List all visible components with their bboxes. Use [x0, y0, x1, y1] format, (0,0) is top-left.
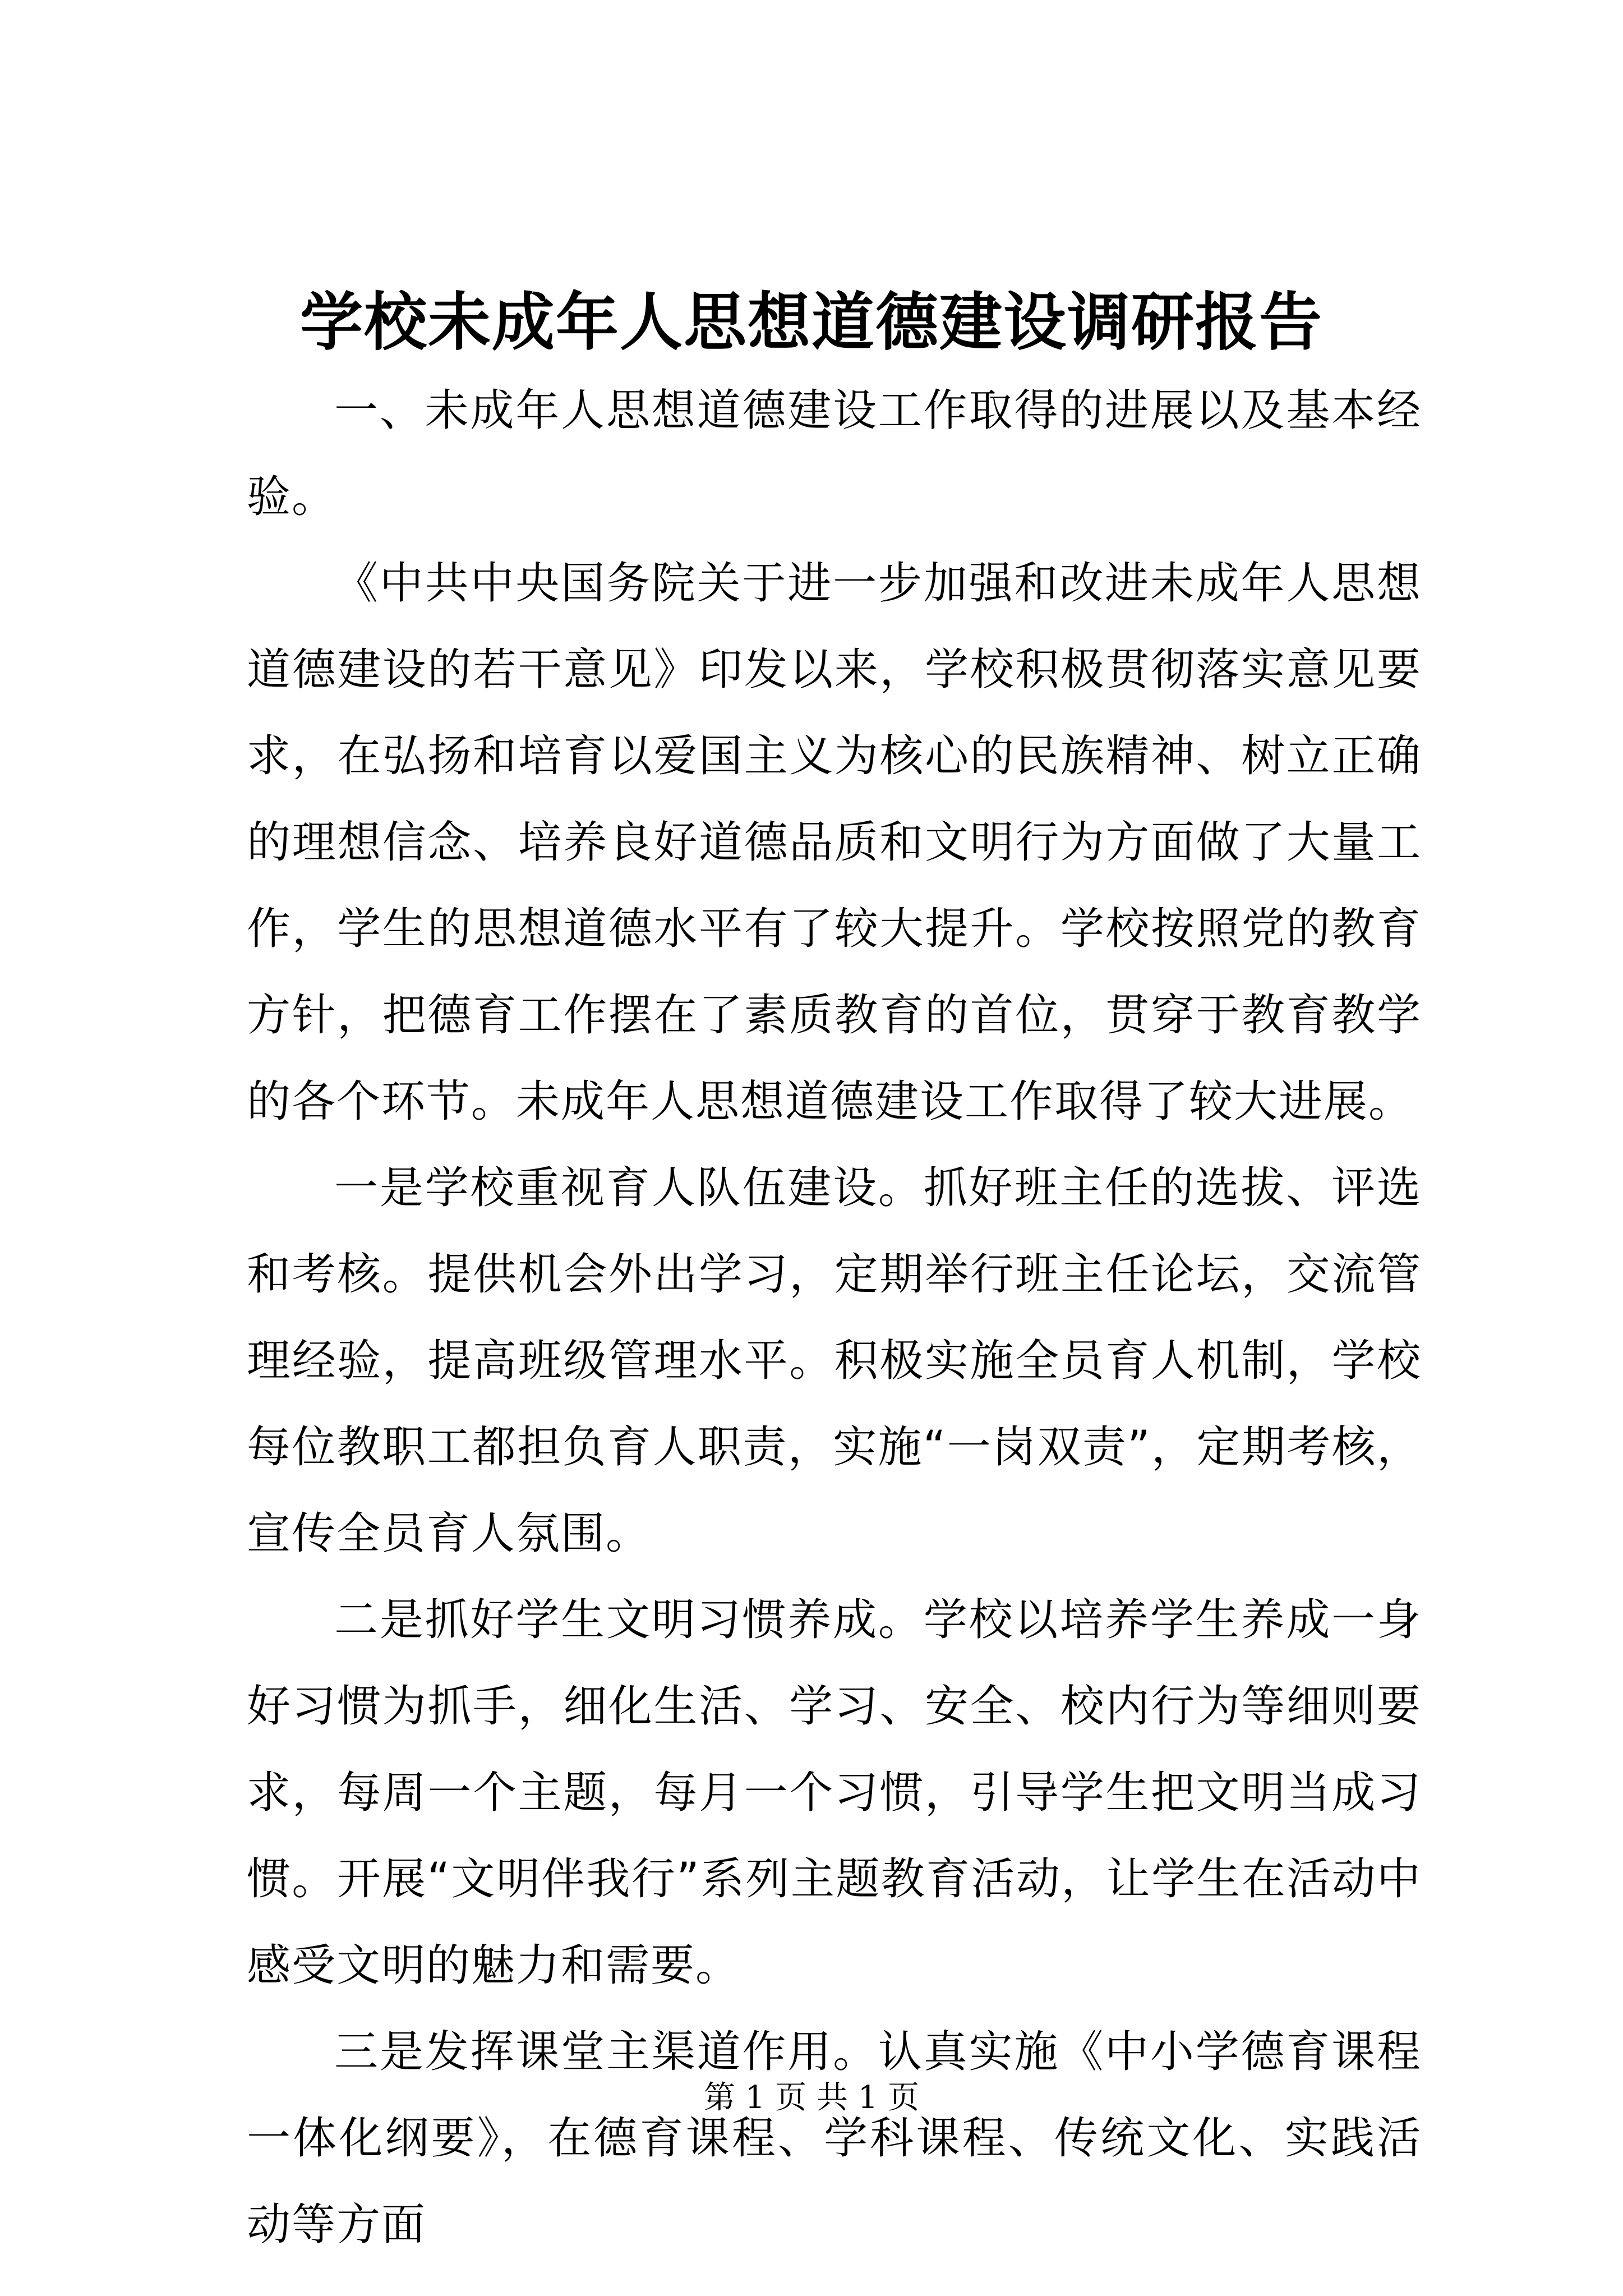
paragraph-point-two: 二是抓好学生文明习惯养成。学校以培养学生养成一身好习惯为抓手，细化生活、学习、安全、校内行为等细则要求，每周一个主题，每月一个习惯，引导学生把文明当成习惯。开展“文明伴我行”系列主题教育活动，让学生在活动中感受文明的魅力和需要。	[247, 1595, 1422, 1991]
paragraph-point-three: 三是发挥课堂主渠道作用。认真实施《中小学德育课程一体化纲要》，在德育课程、学科课程、传统文化、实践活动等方面	[247, 2027, 1422, 2250]
document-body	[247, 367, 1422, 2268]
page-number-footer: 第 1 页 共 1 页	[703, 2079, 920, 2116]
paragraph-intro: 《中共中央国务院关于进一步加强和改进未成年人思想道德建设的若干意见》印发以来，学校积极贯彻落实意见要求，在弘扬和培育以爱国主义为核心的民族精神、树立正确的理想信念、培养良好道德品质和文明行为方面做了大量工作，学生的思想道德水平有了较大提升。学校按照党的教育方针，把德育工作摆在了素质教育的首位，贯穿于教育教学的各个环节。未成年人思想道德建设工作取得了较大进展。	[247, 558, 1422, 1127]
paragraph-section-heading: 一、未成年人思想道德建设工作取得的进展以及基本经验。	[247, 385, 1422, 522]
document-title: 学校未成年人思想道德建设调研报告	[300, 286, 1323, 359]
paragraph-point-one: 一是学校重视育人队伍建设。抓好班主任的选拔、评选和考核。提供机会外出学习，定期举行班主任论坛，交流管理经验，提高班级管理水平。积极实施全员育人机制，学校每位教职工都担负育人职责，实施“一岗双责”，定期考核，宣传全员育人氛围。	[247, 1163, 1422, 1559]
